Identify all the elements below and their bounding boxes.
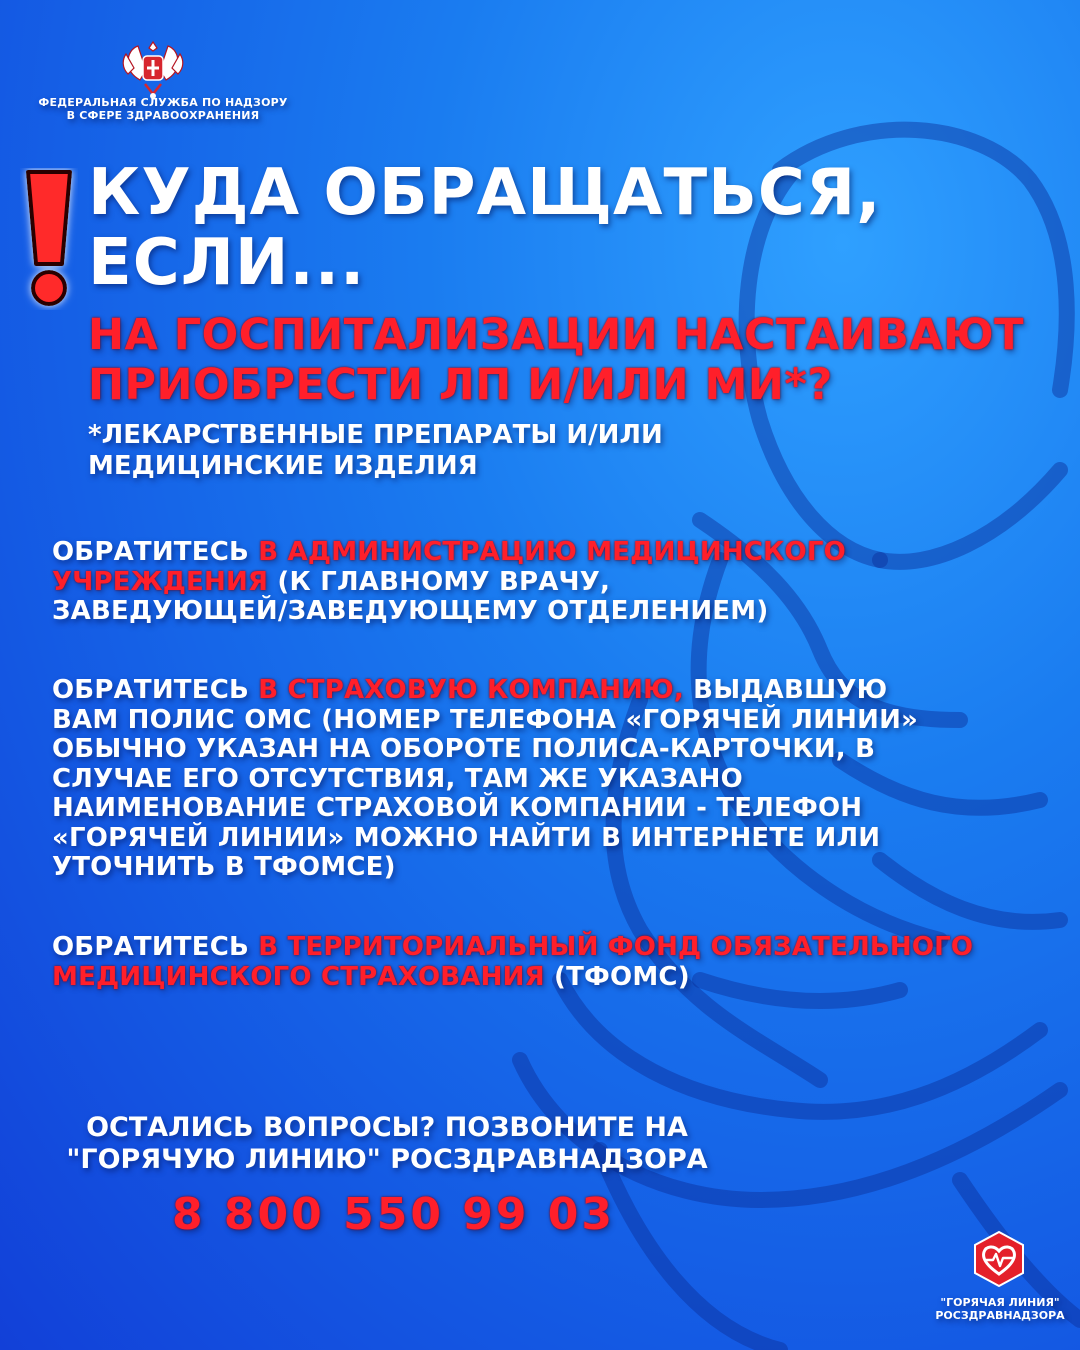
block-lead: ОБРАТИТЕСЬ [52,675,259,705]
block-line: НАИМЕНОВАНИЕ СТРАХОВОЙ КОМПАНИИ - ТЕЛЕФОН [52,793,863,823]
agency-line-1: ФЕДЕРАЛЬНАЯ СЛУЖБА ПО НАДЗОРУ [38,96,288,109]
block-lead: ОБРАТИТЕСЬ [52,537,259,567]
agency-line-2: В СФЕРЕ ЗДРАВООХРАНЕНИЯ [66,109,260,122]
block-highlight: МЕДИЦИНСКОГО СТРАХОВАНИЯ [52,961,545,992]
block-lead: ОБРАТИТЕСЬ [52,932,259,962]
questions-cta [42,1112,732,1176]
block-line: ВАМ ПОЛИС ОМС (НОМЕР ТЕЛЕФОНА «ГОРЯЧЕЙ ЛИНИИ» [52,704,919,735]
block-text: ВЫДАВШУЮ [683,675,888,705]
advice-block-tfoms [52,933,1042,992]
heart-pulse-hexagon-icon [972,1230,1026,1288]
hotline-caption-line-2: РОСЗДРАВНАДЗОРА [935,1309,1065,1322]
block-text: (К ГЛАВНОМУ ВРАЧУ, [268,566,611,597]
double-headed-eagle-emblem-icon [118,36,188,102]
agency-name [18,96,308,122]
hotline-phone-number[interactable]: 8 800 550 99 03 [172,1189,616,1240]
footnote-line-2: МЕДИЦИНСКИЕ ИЗДЕЛИЯ [88,451,478,481]
block-highlight: УЧРЕЖДЕНИЯ [52,566,269,597]
hotline-caption [920,1296,1080,1322]
footnote-line-1: *ЛЕКАРСТВЕННЫЕ ПРЕПАРАТЫ И/ИЛИ [88,420,663,450]
block-line [52,933,1042,963]
exclamation-icon [20,168,78,310]
block-line: УТОЧНИТЬ В ТФОМСЕ) [52,852,396,882]
footnote [88,420,663,482]
subtitle-line-1: НА ГОСПИТАЛИЗАЦИИ НАСТАИВАЮТ [88,310,1024,360]
question-line-2: "ГОРЯЧУЮ ЛИНИЮ" РОСЗДРАВНАДЗОРА [66,1144,708,1175]
block-line: СЛУЧАЕ ЕГО ОТСУТСТВИЯ, ТАМ ЖЕ УКАЗАНО [52,763,743,794]
block-line [52,676,1042,706]
advice-block-administration [52,538,1042,627]
hotline-caption-line-1: "ГОРЯЧАЯ ЛИНИЯ" [940,1296,1060,1309]
question-line-1: ОСТАЛИСЬ ВОПРОСЫ? ПОЗВОНИТЕ НА [86,1112,688,1143]
block-highlight: В ТЕРРИТОРИАЛЬНЫЙ ФОНД ОБЯЗАТЕЛЬНОГО [258,932,974,962]
block-line: ЗАВЕДУЮЩЕЙ/ЗАВЕДУЮЩЕМУ ОТДЕЛЕНИЕМ) [52,596,769,626]
block-line: ОБЫЧНО УКАЗАН НА ОБОРОТЕ ПОЛИСА-КАРТОЧКИ, В [52,734,876,764]
subtitle-line-2: ПРИОБРЕСТИ ЛП И/ИЛИ МИ*? [88,360,833,410]
block-highlight: В АДМИНИСТРАЦИЮ МЕДИЦИНСКОГО [258,537,846,567]
block-text: (ТФОМС) [544,961,690,992]
block-highlight: В СТРАХОВУЮ КОМПАНИЮ, [258,675,684,705]
block-line [52,538,1042,568]
headline-subtitle [88,310,1024,410]
block-line [52,568,1042,598]
title-line-2: ЕСЛИ... [88,226,366,300]
block-line: «ГОРЯЧЕЙ ЛИНИИ» МОЖНО НАЙТИ В ИНТЕРНЕТЕ ИЛИ [52,822,881,853]
advice-block-insurance [52,676,1042,883]
headline-title [88,158,881,298]
block-line [52,963,1042,993]
title-line-1: КУДА ОБРАЩАТЬСЯ, [88,156,882,230]
